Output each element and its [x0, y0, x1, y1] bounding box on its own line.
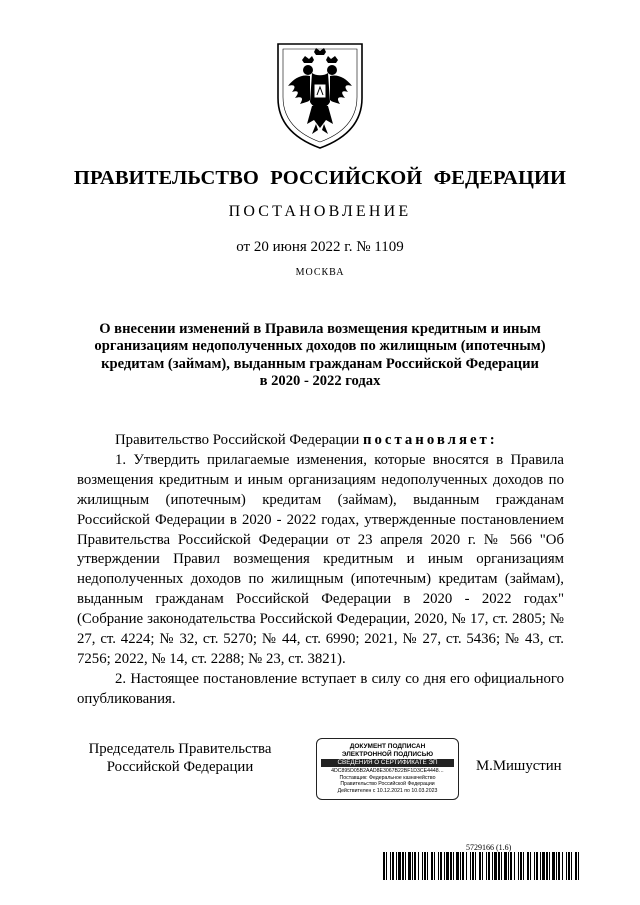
barcode-bar	[408, 852, 411, 880]
stamp-title	[317, 743, 458, 758]
barcode-bar	[549, 852, 550, 880]
barcode-bar	[488, 852, 490, 880]
barcode-bar	[405, 852, 406, 880]
stamp-title-line: ЭЛЕКТРОННОЙ ПОДПИСЬЮ	[341, 750, 434, 758]
barcode-bar	[412, 852, 413, 880]
barcode-bar	[508, 852, 509, 880]
barcode-bar	[438, 852, 439, 880]
barcode-bar	[414, 852, 416, 880]
decree-word: постановляет:	[362, 432, 498, 448]
barcode-bar	[568, 852, 570, 880]
barcode-bar	[424, 852, 426, 880]
barcode-bar	[527, 852, 529, 880]
barcode-bar	[578, 852, 579, 880]
barcode-bar	[494, 852, 497, 880]
position-line: Российской Федерации	[106, 759, 254, 775]
barcode-bar	[562, 852, 563, 880]
barcode-bar	[534, 852, 535, 880]
barcode-bar	[422, 852, 423, 880]
document-type: ПОСТАНОВЛЕНИЕ	[228, 203, 412, 220]
signatory-position	[80, 740, 280, 776]
intro-text: Правительство Российской Федерации	[115, 432, 360, 448]
barcode-bar	[453, 852, 454, 880]
barcode-bar	[440, 852, 442, 880]
barcode-bar	[540, 852, 541, 880]
barcode-bar	[460, 852, 461, 880]
barcode-bar	[530, 852, 531, 880]
stamp-owner: Правительство Российской Федерации	[340, 781, 435, 788]
position-line: Председатель Правительства	[88, 741, 272, 757]
barcode-bar	[514, 852, 515, 880]
paragraph-1: 1. Утвердить прилагаемые изменения, которые вносятся в Правила возмещения кредитным и иным организациям недополученных доходов по жилищным (ипотечным) кредитам (займам), выданным гражданам Российской Федерации в 2020 - 2022 годах, утвержденные постановлением Правительства Российской Федерации от 23 апреля 2020 г. № 566 "Об утверждении Правил возмещения кредитным и иным организациям недополученных доходов по жилищным (ипотечным) кредитам (займам), выданным гражданам Российской Федерации в 2020 - 2022 годах" (Собрание законодательства Российской Федерации, 2020, № 17, ст. 2805; № 27, ст. 4224; № 32, ст. 5270; № 44, ст. 6990; 2021, № 27, ст. 5436; № 43, ст. 7256; 2022, № 14, ст. 2288; № 23, ст. 3821).	[77, 451, 564, 667]
intro-paragraph	[77, 431, 564, 451]
barcode-bar	[479, 852, 481, 880]
barcode-bar	[383, 852, 385, 880]
barcode-bar	[556, 852, 557, 880]
barcode-bar	[444, 852, 445, 880]
electronic-signature-stamp	[316, 738, 459, 800]
stamp-supplier: Поставщик: Федеральное казначейство	[339, 774, 436, 781]
government-title: ПРАВИТЕЛЬСТВО РОССИЙСКОЙ ФЕДЕРАЦИИ	[73, 167, 567, 189]
barcode-bar	[456, 852, 459, 880]
barcode-bar	[558, 852, 560, 880]
barcode-bar	[431, 852, 433, 880]
barcode-bar	[482, 852, 483, 880]
barcode-bar	[398, 852, 401, 880]
stamp-band: СВЕДЕНИЯ О СЕРТИФИКАТЕ ЭП	[321, 759, 454, 767]
barcode-bar	[571, 852, 572, 880]
barcode-bar	[446, 852, 449, 880]
barcode-bar	[470, 852, 471, 880]
barcode-number: 5729166 (1.6)	[466, 843, 512, 852]
barcode-bar	[566, 852, 567, 880]
barcode-bar	[552, 852, 555, 880]
barcode-bar	[486, 852, 487, 880]
barcode-bar	[492, 852, 493, 880]
barcode-bar	[386, 852, 387, 880]
barcode-bar	[450, 852, 452, 880]
stamp-title-line: ДОКУМЕНТ ПОДПИСАН	[349, 743, 426, 750]
document-subject	[70, 321, 570, 390]
subject-line: организациям недополученных доходов по жилищным (ипотечным)	[94, 338, 546, 355]
barcode-bar	[462, 852, 464, 880]
subject-line: кредитам (займам), выданным гражданам Российской Федерации	[101, 355, 539, 372]
barcode-bar	[575, 852, 577, 880]
document-body	[77, 431, 564, 710]
signatory-name: М.Мишустин	[476, 758, 562, 774]
barcode-bar	[427, 852, 428, 880]
barcode	[383, 852, 581, 880]
barcode-bar	[518, 852, 519, 880]
barcode-bar	[546, 852, 548, 880]
barcode-bar	[418, 852, 419, 880]
barcode-bar	[498, 852, 500, 880]
barcode-bar	[434, 852, 435, 880]
barcode-bar	[466, 852, 467, 880]
stamp-serial: 4DC895D05B2AAD8E3067B22BF1D3CE4448…	[331, 768, 444, 774]
stamp-validity: Действителен с 10.12.2021 по 10.03.2023	[337, 787, 438, 794]
subject-line: О внесении изменений в Правила возмещения кредитным и иным	[99, 321, 541, 337]
barcode-bar	[402, 852, 404, 880]
barcode-bar	[510, 852, 512, 880]
barcode-bar	[472, 852, 474, 880]
barcode-bar	[536, 852, 538, 880]
barcode-bar	[392, 852, 394, 880]
paragraph-2: 2. Настоящее постановление вступает в силу со дня его официального опубликования.	[77, 670, 564, 707]
barcode-bar	[520, 852, 522, 880]
subject-line: в 2020 - 2022 годах	[259, 372, 381, 389]
coat-of-arms-emblem	[272, 40, 368, 150]
document-date-number: от 20 июня 2022 г. № 1109	[236, 239, 404, 255]
barcode-bar	[504, 852, 507, 880]
document-city: МОСКВА	[295, 267, 345, 278]
barcode-bar	[475, 852, 476, 880]
barcode-bar	[390, 852, 391, 880]
barcode-bar	[542, 852, 545, 880]
barcode-bar	[501, 852, 502, 880]
barcode-bar	[523, 852, 524, 880]
barcode-bar	[396, 852, 397, 880]
